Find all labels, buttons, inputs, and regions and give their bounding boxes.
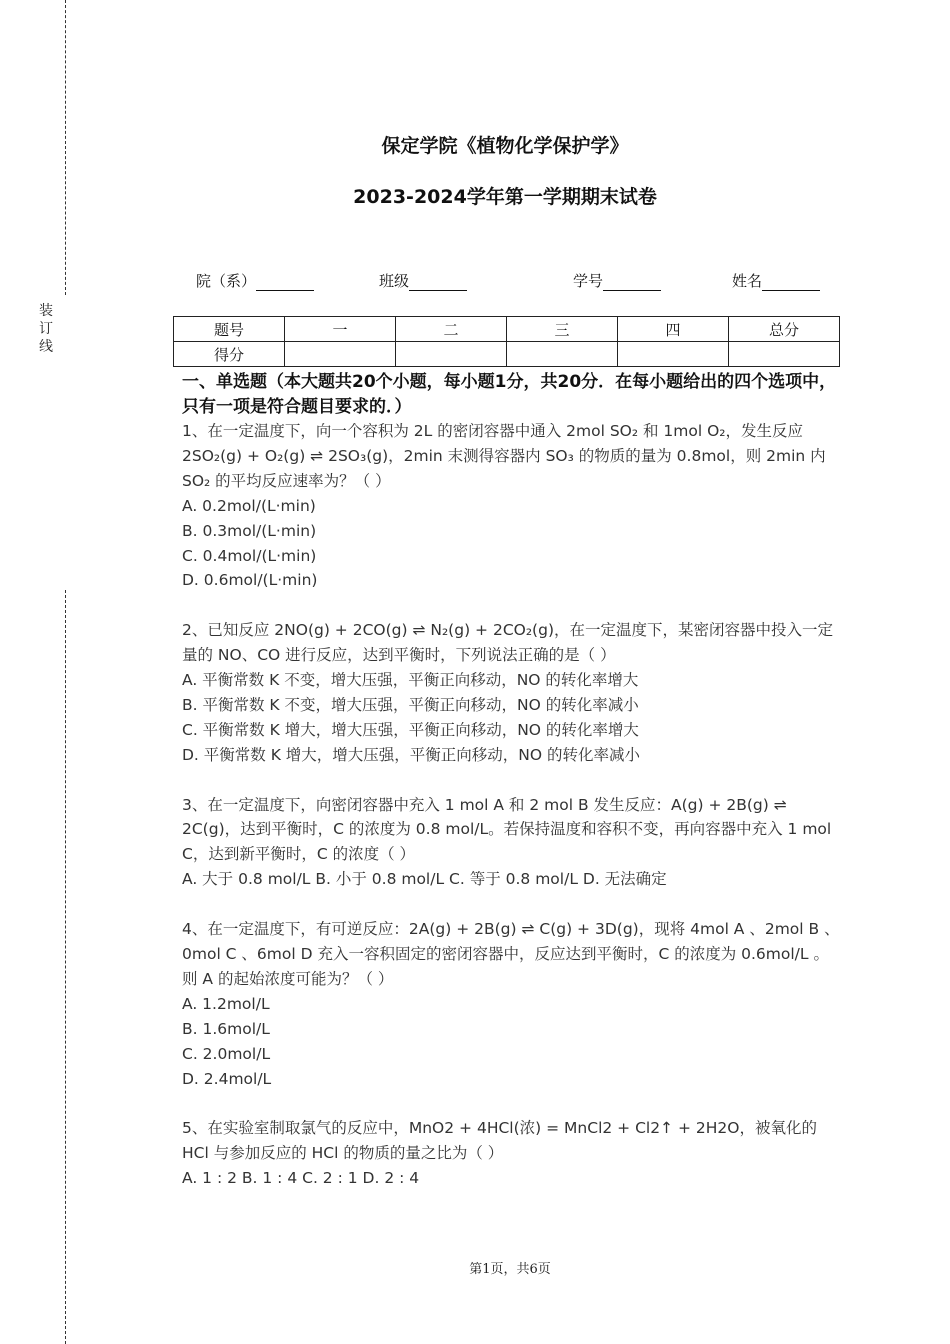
- answer-option[interactable]: A. 1 : 2 B. 1 : 4 C. 2 : 1 D. 2 : 4: [182, 1169, 420, 1188]
- score-header-cell: 一: [285, 317, 396, 342]
- college-blank[interactable]: [256, 274, 314, 291]
- class-blank[interactable]: [409, 274, 467, 291]
- score-row-label: 得分: [174, 342, 285, 367]
- score-header-cell: 总分: [729, 317, 840, 342]
- answer-option[interactable]: B. 1.6mol/L: [182, 1019, 270, 1038]
- student-id-label: 学号: [573, 272, 604, 290]
- score-cell[interactable]: [507, 342, 618, 367]
- question-item: [182, 1116, 842, 1191]
- question-text: 1、在一定温度下，向一个容积为 2L 的密闭容器中通入 2mol SO₂ 和 1mol O₂，发生反应 2SO₂(g) + O₂(g) ⇌ 2SO₃(g)，2min 末测得容器内 SO₃ 的物质的量为 0.8mol，则 2min 内 SO₂ 的平均反应速率为？（ ）: [182, 422, 826, 490]
- name-field: [732, 270, 820, 291]
- college-label: 院（系）: [196, 272, 257, 290]
- question-list: [182, 419, 842, 1216]
- answer-option[interactable]: B. 平衡常数 K 不变，增大压强，平衡正向移动，NO 的转化率减小: [182, 695, 639, 714]
- score-cell[interactable]: [618, 342, 729, 367]
- exam-title: 保定学院《植物化学保护学》: [381, 135, 629, 157]
- score-header-cell: 题号: [174, 317, 285, 342]
- score-table-header-row: [174, 317, 840, 342]
- class-label: 班级: [379, 272, 410, 290]
- name-label: 姓名: [732, 272, 763, 290]
- answer-option[interactable]: D. 平衡常数 K 增大，增大压强，平衡正向移动，NO 的转化率减小: [182, 745, 641, 764]
- answer-option[interactable]: A. 1.2mol/L: [182, 994, 270, 1013]
- answer-option[interactable]: A. 0.2mol/(L·min): [182, 496, 316, 515]
- student-id-blank[interactable]: [603, 274, 661, 291]
- answer-option[interactable]: D. 0.6mol/(L·min): [182, 571, 318, 590]
- binding-dashed-line-bottom: [65, 590, 66, 1344]
- answer-option[interactable]: C. 平衡常数 K 增大，增大压强，平衡正向移动，NO 的转化率增大: [182, 720, 639, 739]
- question-item: [182, 917, 842, 1091]
- student-id-field: [573, 270, 661, 291]
- college-field: [196, 270, 314, 291]
- question-text: 3、在一定温度下，向密闭容器中充入 1 mol A 和 2 mol B 发生反应：A(g) + 2B(g) ⇌ 2C(g)，达到平衡时，C 的浓度为 0.8 mol/L。若保持温度和容积不变，再向容器中充入 1 mol C，达到新平衡时，C 的浓度（ ）: [182, 795, 832, 864]
- answer-option[interactable]: C. 2.0mol/L: [182, 1044, 271, 1063]
- question-item: [182, 793, 842, 893]
- binding-label-char: 线: [39, 339, 53, 355]
- section-heading: 一、单选题（本大题共20个小题，每小题1分，共20分．在每小题给出的四个选项中，只有一项是符合题目要求的．）: [182, 372, 837, 417]
- binding-label: [38, 302, 54, 356]
- score-cell[interactable]: [285, 342, 396, 367]
- score-cell[interactable]: [729, 342, 840, 367]
- score-header-cell: 二: [396, 317, 507, 342]
- name-blank[interactable]: [762, 274, 820, 291]
- score-table: [173, 316, 840, 367]
- class-field: [379, 270, 467, 291]
- question-text: 4、在一定温度下，有可逆反应：2A(g) + 2B(g) ⇌ C(g) + 3D(g)，现将 4mol A 、2mol B 、0mol C 、6mol D 充入一容积固定的密闭容器中，反应达到平衡时，C 的浓度为 0.6mol/L 。则 A 的起始浓度可能为？（ ）: [182, 920, 840, 988]
- page-footer: 第1页，共6页: [469, 1262, 551, 1277]
- score-cell[interactable]: [396, 342, 507, 367]
- score-header-cell: 四: [618, 317, 729, 342]
- answer-option[interactable]: C. 0.4mol/(L·min): [182, 546, 317, 565]
- answer-option[interactable]: D. 2.4mol/L: [182, 1069, 272, 1088]
- question-item: [182, 419, 842, 593]
- answer-option[interactable]: A. 大于 0.8 mol/L B. 小于 0.8 mol/L C. 等于 0.8 mol/L D. 无法确定: [182, 870, 667, 889]
- answer-option[interactable]: B. 0.3mol/(L·min): [182, 521, 317, 540]
- exam-subtitle: 2023-2024学年第一学期期末试卷: [353, 186, 657, 208]
- answer-option[interactable]: A. 平衡常数 K 不变，增大压强，平衡正向移动，NO 的转化率增大: [182, 671, 639, 690]
- question-item: [182, 618, 842, 767]
- question-text: 2、已知反应 2NO(g) + 2CO(g) ⇌ N₂(g) + 2CO₂(g)，在一定温度下，某密闭容器中投入一定量的 NO、CO 进行反应，达到平衡时，下列说法正确的是（ ）: [182, 621, 833, 665]
- score-header-cell: 三: [507, 317, 618, 342]
- binding-label-char: 订: [39, 321, 53, 337]
- binding-label-char: 装: [39, 303, 53, 319]
- score-table-score-row: [174, 342, 840, 367]
- question-text: 5、在实验室制取氯气的反应中，MnO2 + 4HCl(浓) = MnCl2 + Cl2↑ + 2H2O，被氧化的 HCl 与参加反应的 HCl 的物质的量之比为（ ）: [182, 1119, 817, 1163]
